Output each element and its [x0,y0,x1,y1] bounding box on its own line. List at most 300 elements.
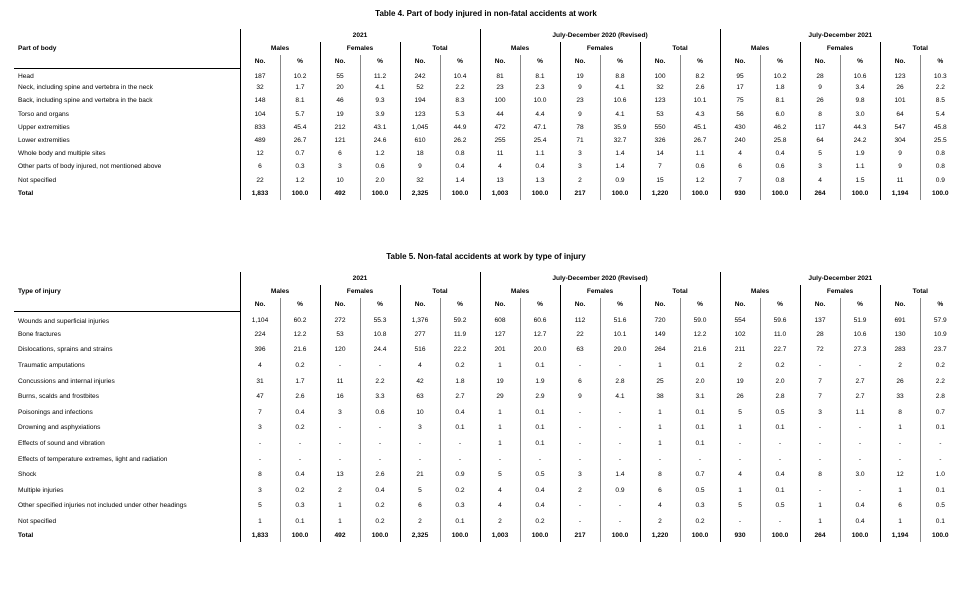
table-cell: 554 [720,311,760,327]
table-cell: 1 [640,436,680,452]
table-cell: - [560,405,600,421]
table-cell: 2.8 [760,389,800,405]
row-label: Upper extremities [18,123,70,131]
table-cell: 0.6 [360,405,400,421]
period-header: 2021 [240,29,480,42]
table-cell: 0.9 [920,174,960,187]
table-cell: 4 [240,358,280,374]
table-cell: 9 [560,389,600,405]
table-cell: 0.1 [920,483,960,499]
table-cell: 1.0 [920,467,960,483]
table-cell: 11 [320,373,360,389]
row-label: Not specified [18,518,57,526]
row-label: Concussions and internal injuries [18,377,115,385]
table-cell: 7 [240,405,280,421]
table-cell: 13 [480,174,520,187]
table-cell: 42 [400,373,440,389]
row-label: Back, including spine and vertebra in the back [18,97,153,105]
table-cell: - [560,420,600,436]
table-cell: 3 [320,160,360,173]
table-row [14,467,960,483]
table-cell: 3.3 [360,389,400,405]
table-row [14,311,960,327]
table-cell: - [520,451,560,467]
table-cell: - [320,358,360,374]
table-cell: 8.1 [280,94,320,107]
table-row [14,358,960,374]
table-cell: 10.3 [920,68,960,81]
row-label: Poisonings and infections [18,408,93,416]
table-cell: 1.9 [520,373,560,389]
table-cell: - [720,436,760,452]
table-cell: 2 [400,514,440,530]
table-cell: - [880,436,920,452]
table-cell: 0.4 [760,147,800,160]
table-cell: 2.6 [280,389,320,405]
table-cell: 44 [480,108,520,121]
table-cell: 100 [640,68,680,81]
table-cell: 25.8 [760,134,800,147]
table-cell: - [560,498,600,514]
table-cell: 1 [480,358,520,374]
table-cell: 104 [240,108,280,121]
table-cell: 0.7 [280,147,320,160]
table-cell: 6 [400,498,440,514]
period-header: July-December 2020 (Revised) [480,272,720,285]
table-cell: 0.4 [760,467,800,483]
table-cell: 12.7 [520,327,560,343]
table-cell: 100 [480,94,520,107]
table-cell: 21 [400,467,440,483]
table-cell: 1.5 [840,174,880,187]
table-cell: 1.2 [280,174,320,187]
table-cell: 46 [320,94,360,107]
table-cell: 5.7 [280,108,320,121]
group-header: Females [560,285,640,298]
table-cell: - [760,451,800,467]
table-cell: 0.1 [440,514,480,530]
table-cell: 0.3 [680,498,720,514]
table-cell: - [800,483,840,499]
table-cell: 75 [720,94,760,107]
table-cell: - [320,436,360,452]
table-cell: 5 [400,483,440,499]
table-cell: 123 [880,68,920,81]
group-header: Males [480,42,560,55]
group-header: Females [320,285,400,298]
total-cell: 100.0 [280,529,320,542]
table-cell: - [600,358,640,374]
table-cell: 0.2 [360,498,400,514]
table-cell: 9 [400,160,440,173]
table-cell: 6 [320,147,360,160]
table-cell: 1.9 [840,147,880,160]
table-cell: 5 [720,498,760,514]
row-label: Torso and organs [18,110,69,118]
subcol-header: % [680,298,720,311]
row-label: Shock [18,471,37,479]
table-cell: 47 [240,389,280,405]
table-cell: 3.0 [840,108,880,121]
table-cell: - [240,451,280,467]
table-cell: 19 [720,373,760,389]
table-cell: 547 [880,121,920,134]
subcol-header: % [920,55,960,68]
table-cell: 11.9 [440,327,480,343]
table-cell: 1.8 [760,81,800,94]
table-cell: 0.1 [680,436,720,452]
table-row [14,68,960,81]
group-header: Total [640,285,720,298]
table-cell: - [800,358,840,374]
table-cell: 0.5 [680,483,720,499]
table-cell: - [600,451,640,467]
table-row [14,373,960,389]
row-label: Wounds and superficial injuries [18,317,110,325]
table-cell: 0.1 [680,420,720,436]
table-cell: 19 [320,108,360,121]
table-cell: 0.2 [360,514,400,530]
table-cell: 2 [560,174,600,187]
subcol-header: No. [560,55,600,68]
table-cell: 22.7 [760,342,800,358]
group-header: Total [640,42,720,55]
table-cell: - [800,420,840,436]
row-label: Lower extremities [18,137,70,145]
group-header: Males [480,285,560,298]
table-cell: 55 [320,68,360,81]
table-row [14,81,960,94]
table-cell: 0.4 [360,483,400,499]
total-row [14,529,960,542]
table-cell: 102 [720,327,760,343]
table-cell: 23 [480,81,520,94]
table-cell: 272 [320,311,360,327]
table-cell: 28 [800,327,840,343]
table-cell: 264 [640,342,680,358]
table-row [14,174,960,187]
total-cell: 100.0 [440,187,480,200]
total-cell: 1,003 [480,187,520,200]
total-cell: 930 [720,187,760,200]
total-cell: 100.0 [520,187,560,200]
total-cell: 1,833 [240,529,280,542]
total-cell: 100.0 [760,187,800,200]
table-cell: 2.0 [360,174,400,187]
table-cell: 2.7 [440,389,480,405]
table-cell: - [760,514,800,530]
row-label: Neck, including spine and vertebra in the neck [18,84,153,92]
table-cell: 9 [800,81,840,94]
subcol-header: No. [640,298,680,311]
table-cell: 7 [640,160,680,173]
subcol-header: % [600,55,640,68]
table-cell: 0.3 [280,160,320,173]
table-cell: 0.4 [840,498,880,514]
table-cell: 0.1 [680,405,720,421]
table-cell: 550 [640,121,680,134]
total-cell: 100.0 [840,529,880,542]
table-cell: - [280,451,320,467]
total-cell: 100.0 [280,187,320,200]
table5-title: Table 5. Non-fatal accidents at work by type of injury [386,252,586,261]
table-cell: 3 [560,467,600,483]
table-cell: 2.8 [920,389,960,405]
table-cell: - [800,451,840,467]
table-cell: 10.1 [600,327,640,343]
table-cell: 27.3 [840,342,880,358]
table-cell: 0.1 [920,514,960,530]
table-cell: 9 [880,160,920,173]
table-cell: 0.8 [440,147,480,160]
row-label: Dislocations, sprains and strains [18,346,113,354]
table-cell: 21.6 [280,342,320,358]
table-cell: 1 [480,436,520,452]
table-cell: 1 [640,420,680,436]
table-cell: 13 [320,467,360,483]
table-cell: 26 [880,373,920,389]
table-cell: 1.1 [840,405,880,421]
table-cell: 12 [880,467,920,483]
table-cell: 1.4 [600,160,640,173]
subcol-header: No. [240,298,280,311]
table-cell: 0.4 [440,160,480,173]
table-cell: 10 [320,174,360,187]
total-cell: 100.0 [840,187,880,200]
table-cell: 64 [880,108,920,121]
table-cell: 29.0 [600,342,640,358]
table-cell: 4.1 [600,108,640,121]
table-cell: 0.2 [760,358,800,374]
table-cell: 1,045 [400,121,440,134]
table-cell: 23.7 [920,342,960,358]
table-cell: 10.2 [280,68,320,81]
table-cell: 0.2 [440,358,480,374]
table-cell: 1 [320,514,360,530]
table-cell: 95 [720,68,760,81]
table-cell: - [840,358,880,374]
table-cell: 3.9 [360,108,400,121]
table-cell: 0.4 [280,405,320,421]
row-label: Effects of sound and vibration [18,440,105,448]
table-cell: 8 [240,467,280,483]
total-cell: 100.0 [680,529,720,542]
table-cell: 5.3 [440,108,480,121]
subcol-header: % [760,55,800,68]
table-cell: 0.2 [280,483,320,499]
table-cell: 4 [480,483,520,499]
table-cell: 57.9 [920,311,960,327]
table-cell: 12.2 [680,327,720,343]
table-cell: 24.2 [840,134,880,147]
table-row [14,389,960,405]
table-cell: 47.1 [520,121,560,134]
table-cell: 1.3 [520,174,560,187]
table-cell: 10.1 [680,94,720,107]
table-row [14,514,960,530]
table-cell: 0.1 [760,420,800,436]
table-cell: 0.8 [920,160,960,173]
table-cell: 55.3 [360,311,400,327]
table-cell: 52 [400,81,440,94]
table-cell: 10 [400,405,440,421]
table-cell: 24.4 [360,342,400,358]
total-row [14,187,960,200]
table-cell: 26 [800,94,840,107]
table-cell: 0.8 [760,174,800,187]
table-cell: 3 [560,147,600,160]
table-cell: 46.2 [760,121,800,134]
table-cell: 29 [480,389,520,405]
table-cell: 7 [720,174,760,187]
table-cell: 0.5 [920,498,960,514]
table-cell: 2.3 [520,81,560,94]
table-cell: - [840,436,880,452]
table-cell: 11.2 [360,68,400,81]
table-cell: 26 [880,81,920,94]
table-cell: 22.2 [440,342,480,358]
table-cell: 8 [880,405,920,421]
table-cell: 12.2 [280,327,320,343]
table-cell: 17 [720,81,760,94]
table-row [14,405,960,421]
subcol-header: % [600,298,640,311]
table-cell: 59.6 [760,311,800,327]
subcol-header: No. [480,298,520,311]
table-cell: 255 [480,134,520,147]
group-header: Females [800,285,880,298]
table-cell: 26.7 [680,134,720,147]
table-cell: 516 [400,342,440,358]
table-cell: - [920,436,960,452]
table-cell: 2.0 [680,373,720,389]
table-cell: 0.4 [520,498,560,514]
subcol-header: No. [400,55,440,68]
table-cell: 2 [560,483,600,499]
total-cell: 100.0 [760,529,800,542]
table-cell: 212 [320,121,360,134]
table-cell: 4.4 [520,108,560,121]
table-cell: 0.1 [520,358,560,374]
subcol-header: No. [560,298,600,311]
table-cell: 19 [480,373,520,389]
total-cell: 264 [800,187,840,200]
table-cell: 1 [240,514,280,530]
table-cell: 25 [640,373,680,389]
table-cell: 8.1 [760,94,800,107]
period-header: July-December 2021 [720,272,960,285]
table-cell: - [800,436,840,452]
table-cell: - [400,451,440,467]
table-row [14,420,960,436]
total-cell: 217 [560,187,600,200]
table-cell: 3 [800,405,840,421]
table-cell: 81 [480,68,520,81]
table-cell: - [240,436,280,452]
table-cell: 12 [240,147,280,160]
table-cell: 4.1 [360,81,400,94]
table-cell: 51.9 [840,311,880,327]
table-cell: 26 [720,389,760,405]
table-cell: 0.9 [600,174,640,187]
table-cell: 5 [240,498,280,514]
table-cell: 11.0 [760,327,800,343]
row-label: Burns, scalds and frostbites [18,393,99,401]
subcol-header: % [760,298,800,311]
table-cell: 64 [800,134,840,147]
table-cell: - [400,436,440,452]
subcol-header: No. [800,55,840,68]
table-cell: 25.4 [520,134,560,147]
table-cell: 2 [480,514,520,530]
subcol-header: % [360,55,400,68]
table-cell: - [560,358,600,374]
total-label: Total [18,189,34,197]
table-cell: - [320,420,360,436]
table-cell: 5 [480,467,520,483]
table-cell: - [640,451,680,467]
subcol-header: No. [240,55,280,68]
table-cell: 3 [560,160,600,173]
total-cell: 100.0 [440,529,480,542]
table-cell: 18 [400,147,440,160]
table-cell: 720 [640,311,680,327]
table-cell: 201 [480,342,520,358]
table-cell: 10.6 [840,68,880,81]
table-cell: 1.4 [440,174,480,187]
table-cell: 0.2 [440,483,480,499]
table-cell: 833 [240,121,280,134]
row-label: Other specified injuries not included under other headings [18,502,187,510]
total-cell: 2,325 [400,187,440,200]
table-cell: 3 [400,420,440,436]
table-cell: 0.1 [760,483,800,499]
table-cell: - [840,483,880,499]
table-cell: 0.8 [920,147,960,160]
table-cell: 25.5 [920,134,960,147]
table-cell: 137 [800,311,840,327]
table-cell: 5 [720,405,760,421]
subcol-header: % [680,55,720,68]
total-cell: 100.0 [680,187,720,200]
table-cell: 0.3 [280,498,320,514]
row-label: Traumatic amputations [18,362,85,370]
table-cell: - [360,420,400,436]
table-cell: 63 [400,389,440,405]
table-row [14,436,960,452]
table-cell: 10.8 [360,327,400,343]
table-cell: 608 [480,311,520,327]
subcol-header: % [440,298,480,311]
subcol-header: % [280,55,320,68]
table-cell: 2.0 [760,373,800,389]
table-cell: 2 [320,483,360,499]
table-cell: 59.0 [680,311,720,327]
table-cell: 7 [800,373,840,389]
table-cell: 4 [640,498,680,514]
total-cell: 1,220 [640,187,680,200]
table-cell: 1 [320,498,360,514]
total-cell: 217 [560,529,600,542]
table-cell: 5 [800,147,840,160]
total-cell: 100.0 [600,187,640,200]
table-cell: 120 [320,342,360,358]
table-cell: 38 [640,389,680,405]
table-cell: 4 [400,358,440,374]
table-cell: - [760,436,800,452]
table-cell: - [280,436,320,452]
table-cell: 1,104 [240,311,280,327]
